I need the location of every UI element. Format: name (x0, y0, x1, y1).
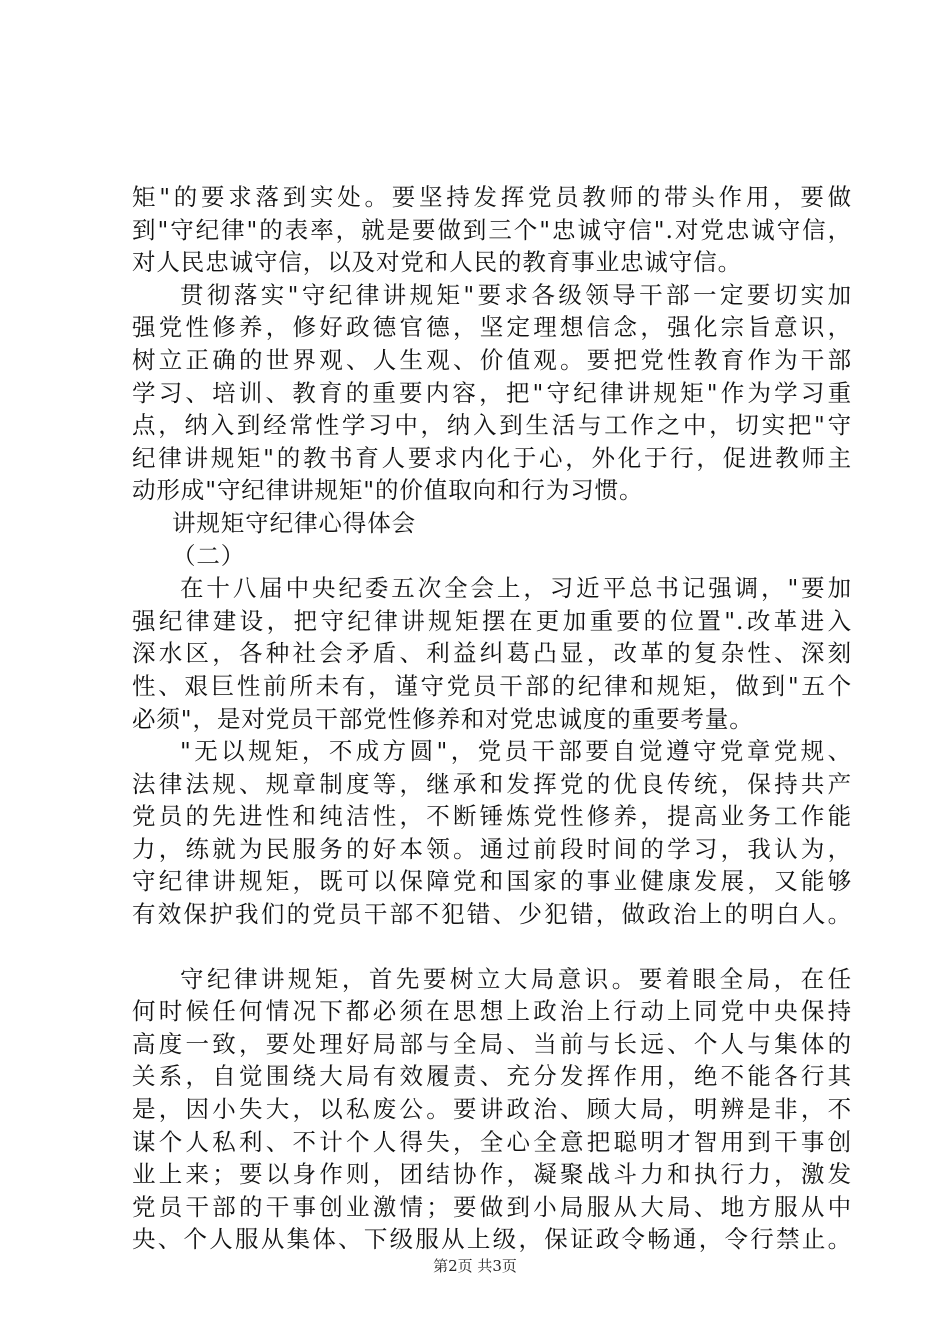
text-line: 业上来；要以身作则，团结协作，凝聚战斗力和执行力，激发 (132, 1160, 852, 1189)
paragraph (132, 735, 852, 931)
text-line: 贯彻落实"守纪律讲规矩"要求各级领导干部一定要切实加 (180, 280, 852, 309)
text-line: 力，练就为民服务的好本领。通过前段时间的学习，我认为， (132, 834, 852, 863)
text-line: 何时候任何情况下都必须在思想上政治上行动上同党中央保持 (132, 997, 852, 1026)
text-line: 在十八届中央纪委五次全会上，习近平总书记强调，"要加 (180, 574, 852, 603)
text-line: 守纪律讲规矩，首先要树立大局意识。要着眼全局，在任 (180, 964, 852, 993)
text-line: 央、个人服从集体、下级服从上级，保证政令畅通，令行禁止。 (132, 1225, 852, 1254)
text-line: "无以规矩，不成方圆"，党员干部要自觉遵守党章党规、 (180, 737, 852, 766)
text-line: 矩"的要求落到实处。要坚持发挥党员教师的带头作用，要做 (132, 183, 852, 211)
text-line: 树立正确的世界观、人生观、价值观。要把党性教育作为干部 (132, 345, 852, 374)
text-line: 法律法规、规章制度等，继承和发挥党的优良传统，保持共产 (132, 769, 852, 798)
text-line: 强党性修养，修好政德官德，坚定理想信念，强化宗旨意识， (132, 313, 852, 342)
text-line: 必须"，是对党员干部党性修养和对党忠诚度的重要考量。 (132, 704, 754, 733)
text-line: 关系，自觉围绕大局有效履责、充分发挥作用，绝不能各行其 (132, 1062, 852, 1091)
document-body (132, 181, 852, 1256)
text-line: 纪律讲规矩"的教书育人要求内化于心，外化于行，促进教师主 (132, 443, 852, 472)
page-number-footer: 第2页 共3页 (433, 1257, 517, 1275)
paragraph (132, 963, 852, 1256)
text-line: 党员干部的干事创业激情；要做到小局服从大局、地方服从中 (132, 1192, 852, 1221)
text-line: 对人民忠诚守信，以及对党和人民的教育事业忠诚守信。 (132, 248, 742, 277)
text-line: 高度一致，要处理好局部与全局、当前与长远、个人与集体的 (132, 1029, 852, 1058)
text-line: 点，纳入到经常性学习中，纳入到生活与工作之中，切实把"守 (132, 411, 852, 440)
section-number: （二） (172, 541, 246, 570)
text-line: 党员的先进性和纯洁性，不断锤炼党性修养，提高业务工作能 (132, 802, 852, 831)
text-line: 深水区，各种社会矛盾、利益纠葛凸显，改革的复杂性、深刻 (132, 639, 852, 668)
paragraph (132, 279, 852, 507)
text-line: 动形成"守纪律讲规矩"的价值取向和行为习惯。 (132, 476, 644, 505)
paragraph (132, 181, 852, 279)
text-line: 是，因小失大，以私废公。要讲政治、顾大局，明辨是非，不 (132, 1095, 852, 1124)
text-line: 守纪律讲规矩，既可以保障党和国家的事业健康发展，又能够 (132, 867, 852, 896)
text-line: 强纪律建设，把守纪律讲规矩摆在更加重要的位置".改革进入 (132, 606, 852, 635)
paragraph (132, 572, 852, 735)
text-line: 性、艰巨性前所未有，谨守党员干部的纪律和规矩，做到"五个 (132, 671, 852, 700)
paragraph-spacer (132, 931, 852, 963)
text-line: 到"守纪律"的表率，就是要做到三个"忠诚守信".对党忠诚守信， (132, 215, 852, 244)
text-line: 学习、培训、教育的重要内容，把"守纪律讲规矩"作为学习重 (132, 378, 852, 407)
section-heading: 讲规矩守纪律心得体会 (172, 508, 416, 537)
text-line: 谋个人私利、不计个人得失，全心全意把聪明才智用到干事创 (132, 1127, 852, 1156)
text-line: 有效保护我们的党员干部不犯错、少犯错，做政治上的明白人。 (132, 900, 852, 929)
